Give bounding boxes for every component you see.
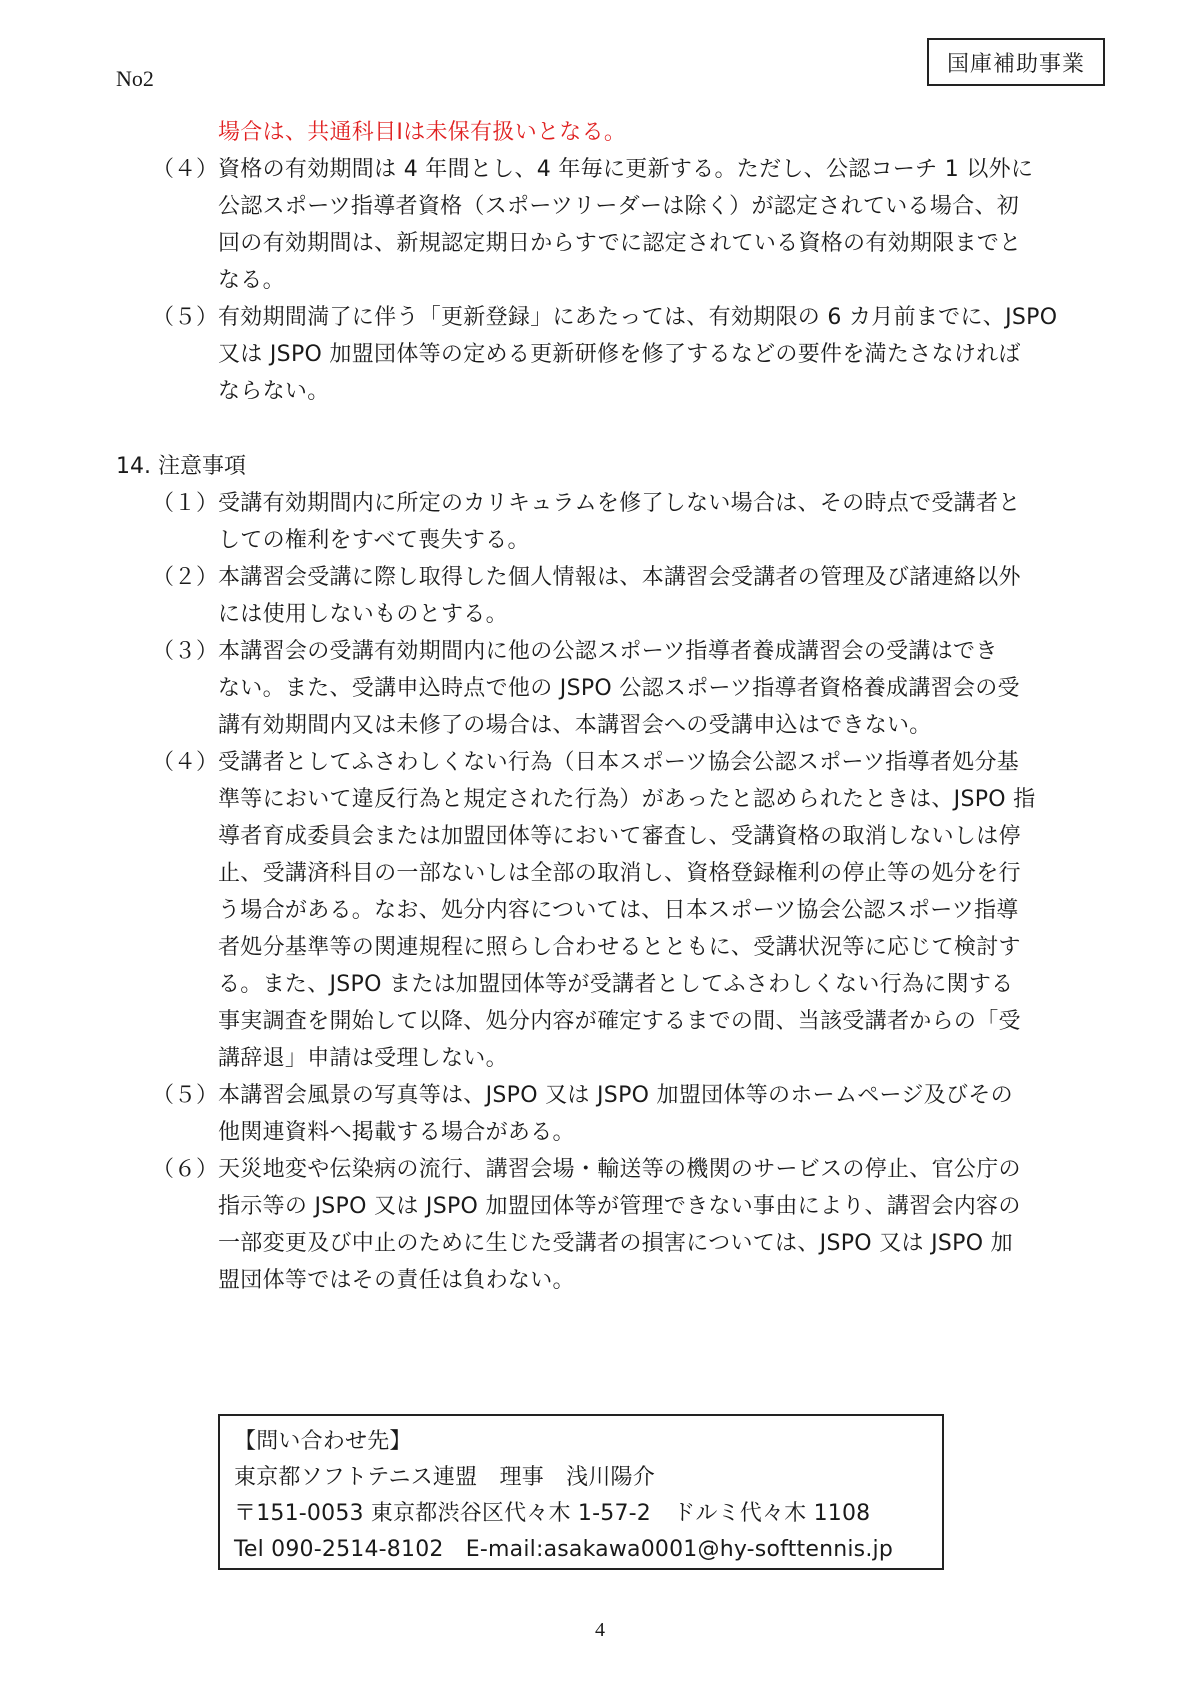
item-text-line: 一部変更及び中止のために生じた受講者の損害については、JSPO 又は JSPO 加 <box>218 1231 1013 1256</box>
item-text-line: 準等において違反行為と規定された行為）があったと認められたときは、JSPO 指 <box>218 787 1036 812</box>
item-text-line: 資格の有効期間は 4 年間とし、4 年毎に更新する。ただし、公認コーチ 1 以外に <box>218 157 1034 182</box>
item-text-line: 導者育成委員会または加盟団体等において審査し、受講資格の取消しないしは停 <box>218 824 1021 849</box>
item-text-line: 公認スポーツ指導者資格（スポーツリーダーは除く）が認定されている場合、初 <box>218 194 1020 219</box>
item-text-line: 者処分基準等の関連規程に照らし合わせるとともに、受講状況等に応じて検討す <box>218 935 1021 960</box>
item-number: （５） <box>152 305 219 330</box>
item-text-line: 講有効期間内又は未修了の場合は、本講習会への受講申込はできない。 <box>218 713 932 738</box>
item-text-line: 指示等の JSPO 又は JSPO 加盟団体等が管理できない事由により、講習会内容の <box>218 1194 1021 1219</box>
item-text-line: 他関連資料へ掲載する場合がある。 <box>218 1120 575 1145</box>
item-text-line: 本講習会の受講有効期間内に他の公認スポーツ指導者養成講習会の受講はでき <box>218 639 998 664</box>
item-text-line: 盟団体等ではその責任は負わない。 <box>218 1268 575 1293</box>
contact-heading: 【問い合わせ先】 <box>234 1429 412 1454</box>
item-text-line: なる。 <box>218 268 285 293</box>
item-number: （４） <box>152 750 219 775</box>
contact-address: 〒151-0053 東京都渋谷区代々木 1-57-2 ドルミ代々木 1108 <box>234 1501 871 1526</box>
continuation-line-red: 場合は、共通科目Ⅰは未保有扱いとなる。 <box>218 120 627 145</box>
item-text-line: ならない。 <box>218 379 330 404</box>
subsidy-label-box <box>927 38 1105 86</box>
item-text-line: 受講者としてふさわしくない行為（日本スポーツ協会公認スポーツ指導者処分基 <box>218 750 1020 775</box>
item-text-line: 本講習会受講に際し取得した個人情報は、本講習会受講者の管理及び諸連絡以外 <box>218 565 1021 590</box>
section-title: 14. 注意事項 <box>116 454 246 479</box>
subsidy-label: 国庫補助事業 <box>946 51 1085 77</box>
item-number: （１） <box>152 491 219 516</box>
item-number: （２） <box>152 565 219 590</box>
item-text-line: る。また、JSPO または加盟団体等が受講者としてふさわしくない行為に関する <box>218 972 1014 997</box>
page-number: 4 <box>595 1619 605 1641</box>
item-number: （６） <box>152 1157 219 1182</box>
item-text-line: しての権利をすべて喪失する。 <box>218 528 530 553</box>
item-text-line: 回の有効期間は、新規認定期日からすでに認定されている資格の有効期限までと <box>218 231 1022 256</box>
item-text-line: 又は JSPO 加盟団体等の定める更新研修を修了するなどの要件を満たさなければ <box>218 342 1021 367</box>
item-text-line: には使用しないものとする。 <box>218 602 508 627</box>
contact-tel-email: Tel 090-2514-8102 E-mail:asakawa0001@hy-softtennis.jp <box>234 1537 894 1562</box>
item-text-line: 本講習会風景の写真等は、JSPO 又は JSPO 加盟団体等のホームページ及びその <box>218 1083 1013 1108</box>
item-number: （５） <box>152 1083 219 1108</box>
item-text-line: 有効期間満了に伴う「更新登録」にあたっては、有効期限の 6 カ月前までに、JSPO <box>218 305 1058 330</box>
item-number: （３） <box>152 639 219 664</box>
doc-number: No2 <box>116 66 154 91</box>
item-text-line: 天災地変や伝染病の流行、講習会場・輸送等の機関のサービスの停止、官公庁の <box>218 1157 1021 1182</box>
item-text-line: 止、受講済科目の一部ないしは全部の取消し、資格登録権利の停止等の処分を行 <box>218 861 1021 886</box>
item-number: （４） <box>152 157 219 182</box>
item-text-line: う場合がある。なお、処分内容については、日本スポーツ協会公認スポーツ指導 <box>218 898 1019 923</box>
item-text-line: 事実調査を開始して以降、処分内容が確定するまでの間、当該受講者からの「受 <box>218 1009 1021 1034</box>
contact-organization: 東京都ソフトテニス連盟 理事 浅川陽介 <box>234 1465 655 1490</box>
contact-box <box>218 1414 944 1570</box>
item-text-line: 受講有効期間内に所定のカリキュラムを修了しない場合は、その時点で受講者と <box>218 491 1021 516</box>
item-text-line: ない。また、受講申込時点で他の JSPO 公認スポーツ指導者資格養成講習会の受 <box>218 676 1020 701</box>
item-text-line: 講辞退」申請は受理しない。 <box>218 1046 508 1071</box>
